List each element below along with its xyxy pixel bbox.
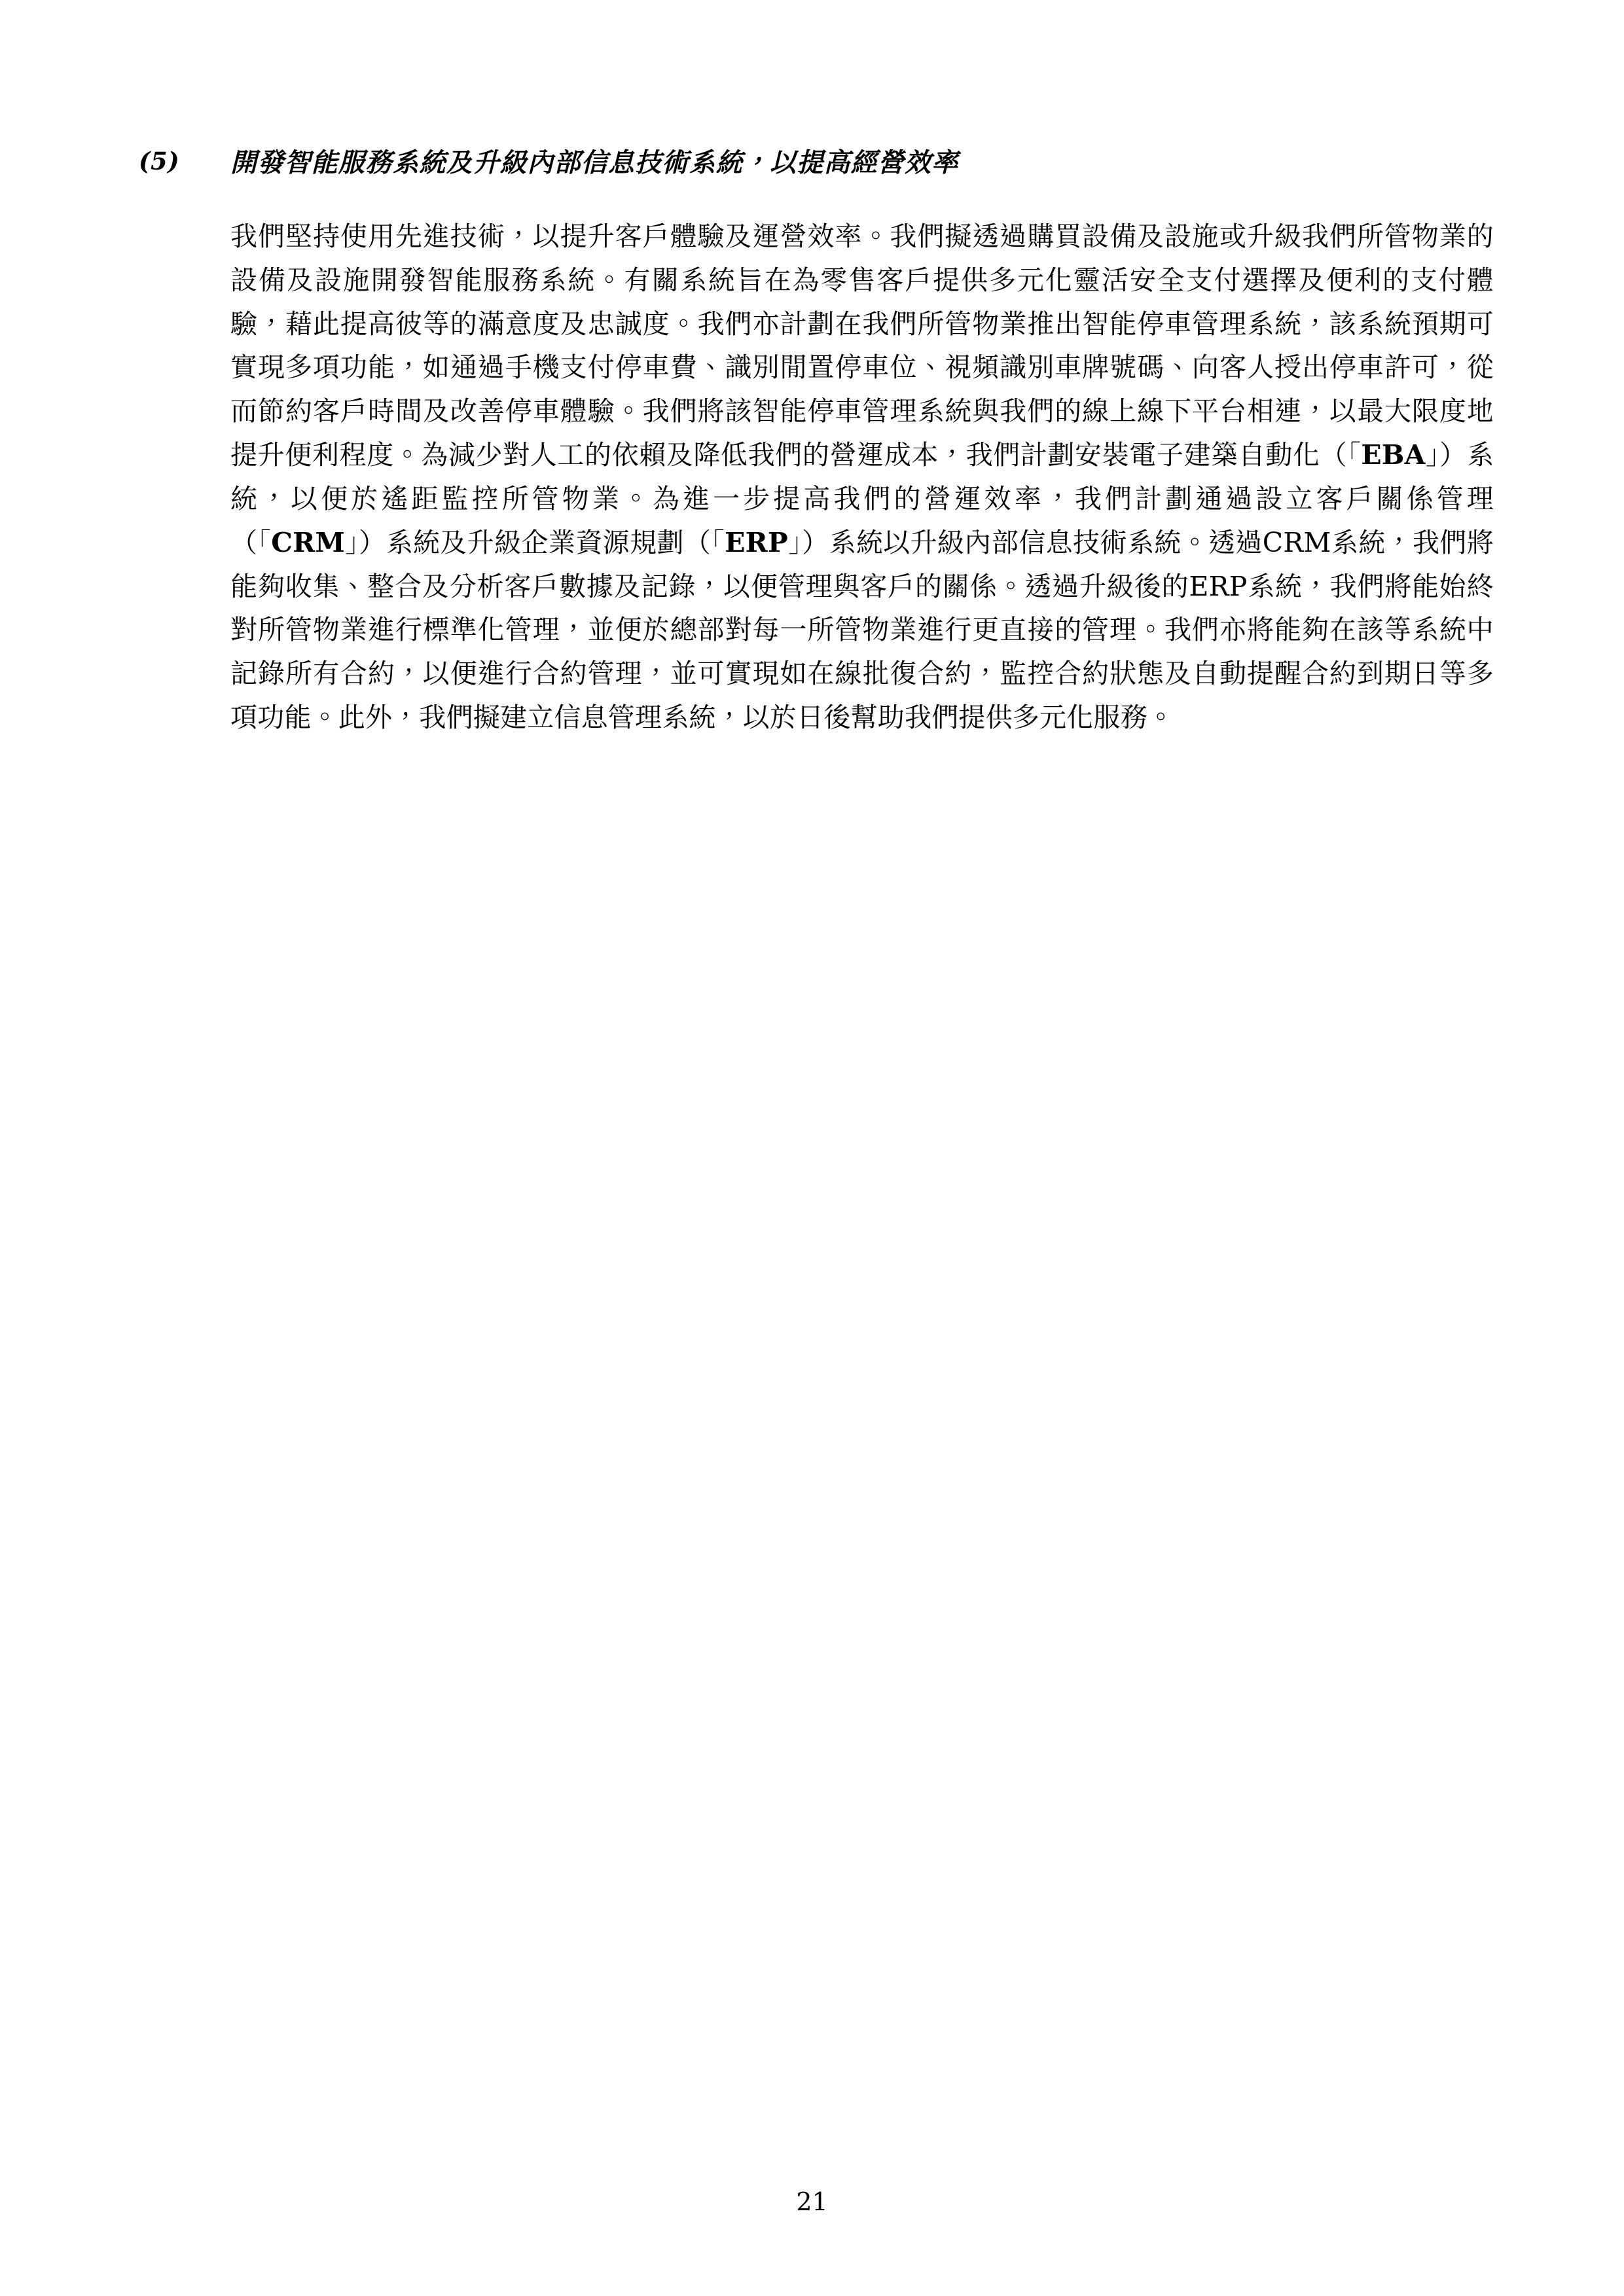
page-content — [139, 145, 1494, 740]
body-block — [230, 215, 1494, 740]
body-paragraph: 我們堅持使用先進技術，以提升客戶體驗及運營效率。我們擬透過購買設備及設施或升級我們所管物業的設備及設施開發智能服務系統。有關系統旨在為零售客戶提供多元化靈活安全支付選擇及便利的支付體驗，藉此提高彼等的滿意度及忠誠度。我們亦計劃在我們所管物業推出智能停車管理系統，該系統預期可實現多項功能，如通過手機支付停車費、識別閒置停車位、視頻識別車牌號碼、向客人授出停車許可，從而節約客戶時間及改善停車體驗。我們將該智能停車管理系統與我們的線上線下平台相連，以最大限度地提升便利程度。為減少對人工的依賴及降低我們的營運成本，我們計劃安裝電子建築自動化（「EBA」）系統，以便於遙距監控所管物業。為進一步提高我們的營運效率，我們計劃通過設立客戶關係管理（「CRM」）系統及升級企業資源規劃（「ERP」）系統以升級內部信息技術系統。透過CRM系統，我們將能夠收集、整合及分析客戶數據及記錄，以便管理與客戶的關係。透過升級後的ERP系統，我們將能始終對所管物業進行標準化管理，並便於總部對每一所管物業進行更直接的管理。我們亦將能夠在該等系統中記錄所有合約，以便進行合約管理，並可實現如在線批復合約，監控合約狀態及自動提醒合約到期日等多項功能。此外，我們擬建立信息管理系統，以於日後幫助我們提供多元化服務。 — [230, 221, 1494, 734]
section-title: 開發智能服務系統及升級內部信息技術系統，以提高經營效率 — [230, 147, 959, 178]
section-number: (5) — [139, 147, 180, 175]
section-heading — [139, 145, 1494, 181]
page-number: 21 — [796, 2187, 828, 2216]
